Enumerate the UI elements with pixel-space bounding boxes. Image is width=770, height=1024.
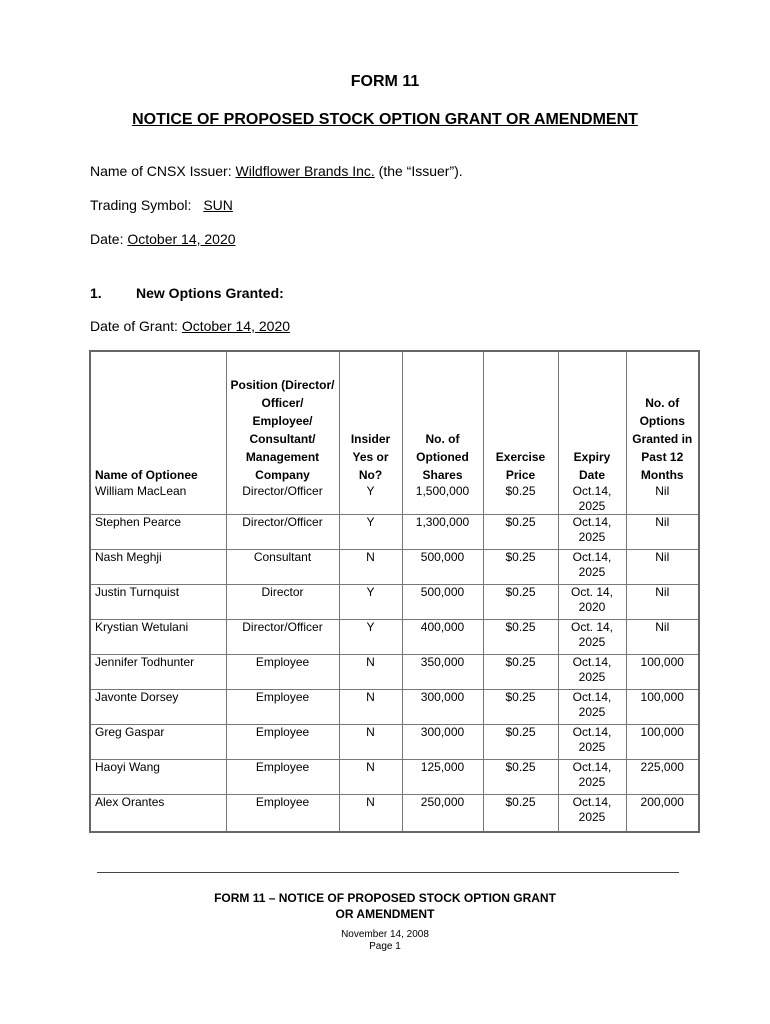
- cell-name: Greg Gaspar: [90, 725, 226, 760]
- cell-insider: N: [339, 690, 402, 725]
- issuer-label: Name of CNSX Issuer:: [90, 163, 232, 179]
- cell-expiry: Oct.14, 2025: [558, 550, 626, 585]
- cell-price: $0.25: [483, 515, 558, 550]
- cell-price: $0.25: [483, 550, 558, 585]
- cell-expiry: Oct.14, 2025: [558, 795, 626, 833]
- cell-price: $0.25: [483, 655, 558, 690]
- cell-price: $0.25: [483, 585, 558, 620]
- header-past-options: No. of Options Granted in Past 12 Months: [626, 351, 699, 484]
- options-table: [89, 350, 700, 833]
- cell-insider: Y: [339, 585, 402, 620]
- cell-name: Nash Meghji: [90, 550, 226, 585]
- table-row: [90, 690, 699, 725]
- cell-position: Director/Officer: [226, 515, 339, 550]
- header-name: Name of Optionee: [90, 351, 226, 484]
- table-row: [90, 484, 699, 515]
- footer-page: Page 1: [369, 941, 401, 952]
- cell-price: $0.25: [483, 725, 558, 760]
- cell-shares: 300,000: [402, 725, 483, 760]
- footer-title-line1: FORM 11 – NOTICE OF PROPOSED STOCK OPTION GRANT: [214, 891, 556, 905]
- cell-name: Stephen Pearce: [90, 515, 226, 550]
- header-expiry-date: Expiry Date: [558, 351, 626, 484]
- cell-expiry: Oct.14, 2025: [558, 655, 626, 690]
- table-row: [90, 795, 699, 833]
- cell-shares: 400,000: [402, 620, 483, 655]
- trading-symbol-value: SUN: [203, 197, 233, 213]
- cell-past-options: Nil: [626, 484, 699, 515]
- cell-name: Haoyi Wang: [90, 760, 226, 795]
- table-row: [90, 725, 699, 760]
- cell-price: $0.25: [483, 760, 558, 795]
- footer-divider: [97, 872, 679, 873]
- header-insider: Insider Yes or No?: [339, 351, 402, 484]
- cell-position: Director/Officer: [226, 484, 339, 515]
- cell-position: Employee: [226, 795, 339, 833]
- section-title: New Options Granted:: [136, 285, 284, 301]
- cell-position: Director/Officer: [226, 620, 339, 655]
- cell-expiry: Oct.14, 2025: [558, 725, 626, 760]
- cell-past-options: Nil: [626, 515, 699, 550]
- cell-past-options: 100,000: [626, 655, 699, 690]
- cell-shares: 350,000: [402, 655, 483, 690]
- cell-name: Javonte Dorsey: [90, 690, 226, 725]
- trading-symbol-label: Trading Symbol:: [90, 197, 192, 213]
- grant-date-label: Date of Grant:: [90, 318, 178, 334]
- cell-shares: 1,300,000: [402, 515, 483, 550]
- footer-meta: [0, 929, 770, 953]
- footer-date: November 14, 2008: [341, 929, 429, 940]
- header-exercise-price: Exercise Price: [483, 351, 558, 484]
- cell-insider: Y: [339, 515, 402, 550]
- cell-past-options: 100,000: [626, 690, 699, 725]
- cell-shares: 1,500,000: [402, 484, 483, 515]
- cell-name: Alex Orantes: [90, 795, 226, 833]
- cell-expiry: Oct. 14, 2025: [558, 620, 626, 655]
- cell-shares: 500,000: [402, 550, 483, 585]
- cell-past-options: Nil: [626, 550, 699, 585]
- table-row: [90, 620, 699, 655]
- cell-past-options: 100,000: [626, 725, 699, 760]
- cell-price: $0.25: [483, 484, 558, 515]
- footer-title-line2: OR AMENDMENT: [335, 907, 435, 921]
- cell-shares: 250,000: [402, 795, 483, 833]
- footer-title: [0, 890, 770, 922]
- section-number: 1.: [90, 285, 102, 301]
- date-line: [90, 231, 236, 247]
- date-value: October 14, 2020: [127, 231, 236, 247]
- cell-price: $0.25: [483, 795, 558, 833]
- cell-expiry: Oct. 14, 2020: [558, 585, 626, 620]
- table-row: [90, 585, 699, 620]
- grant-date-line: [90, 318, 290, 334]
- cell-insider: N: [339, 795, 402, 833]
- cell-shares: 125,000: [402, 760, 483, 795]
- cell-insider: N: [339, 655, 402, 690]
- issuer-line: [90, 163, 463, 179]
- table-row: [90, 760, 699, 795]
- table-row: [90, 550, 699, 585]
- cell-price: $0.25: [483, 620, 558, 655]
- cell-position: Employee: [226, 690, 339, 725]
- cell-insider: Y: [339, 484, 402, 515]
- cell-name: William MacLean: [90, 484, 226, 515]
- cell-position: Director: [226, 585, 339, 620]
- cell-insider: N: [339, 760, 402, 795]
- cell-past-options: 225,000: [626, 760, 699, 795]
- cell-position: Employee: [226, 760, 339, 795]
- cell-name: Krystian Wetulani: [90, 620, 226, 655]
- table-row: [90, 515, 699, 550]
- cell-shares: 300,000: [402, 690, 483, 725]
- cell-expiry: Oct.14, 2025: [558, 690, 626, 725]
- header-optioned-shares: No. of Optioned Shares: [402, 351, 483, 484]
- cell-past-options: 200,000: [626, 795, 699, 833]
- cell-name: Jennifer Todhunter: [90, 655, 226, 690]
- grant-date-value: October 14, 2020: [181, 318, 291, 334]
- cell-expiry: Oct.14, 2025: [558, 760, 626, 795]
- cell-insider: N: [339, 550, 402, 585]
- cell-position: Employee: [226, 725, 339, 760]
- table-row: [90, 655, 699, 690]
- cell-expiry: Oct.14, 2025: [558, 484, 626, 515]
- cell-past-options: Nil: [626, 620, 699, 655]
- cell-price: $0.25: [483, 690, 558, 725]
- section-heading: [90, 285, 284, 301]
- header-position: Position (Director/ Officer/ Employee/ Consultant/ Management Company: [226, 351, 339, 484]
- issuer-name: Wildflower Brands Inc.: [235, 163, 375, 179]
- cell-insider: Y: [339, 620, 402, 655]
- trading-symbol-line: [90, 197, 233, 213]
- cell-expiry: Oct.14, 2025: [558, 515, 626, 550]
- cell-shares: 500,000: [402, 585, 483, 620]
- cell-position: Consultant: [226, 550, 339, 585]
- cell-insider: N: [339, 725, 402, 760]
- date-label: Date:: [90, 231, 124, 247]
- cell-name: Justin Turnquist: [90, 585, 226, 620]
- issuer-suffix: (the “Issuer”).: [378, 163, 463, 179]
- cell-past-options: Nil: [626, 585, 699, 620]
- form-title: NOTICE OF PROPOSED STOCK OPTION GRANT OR AMENDMENT: [132, 111, 638, 128]
- table-header-row: [90, 351, 699, 484]
- form-number: FORM 11: [350, 73, 420, 90]
- cell-position: Employee: [226, 655, 339, 690]
